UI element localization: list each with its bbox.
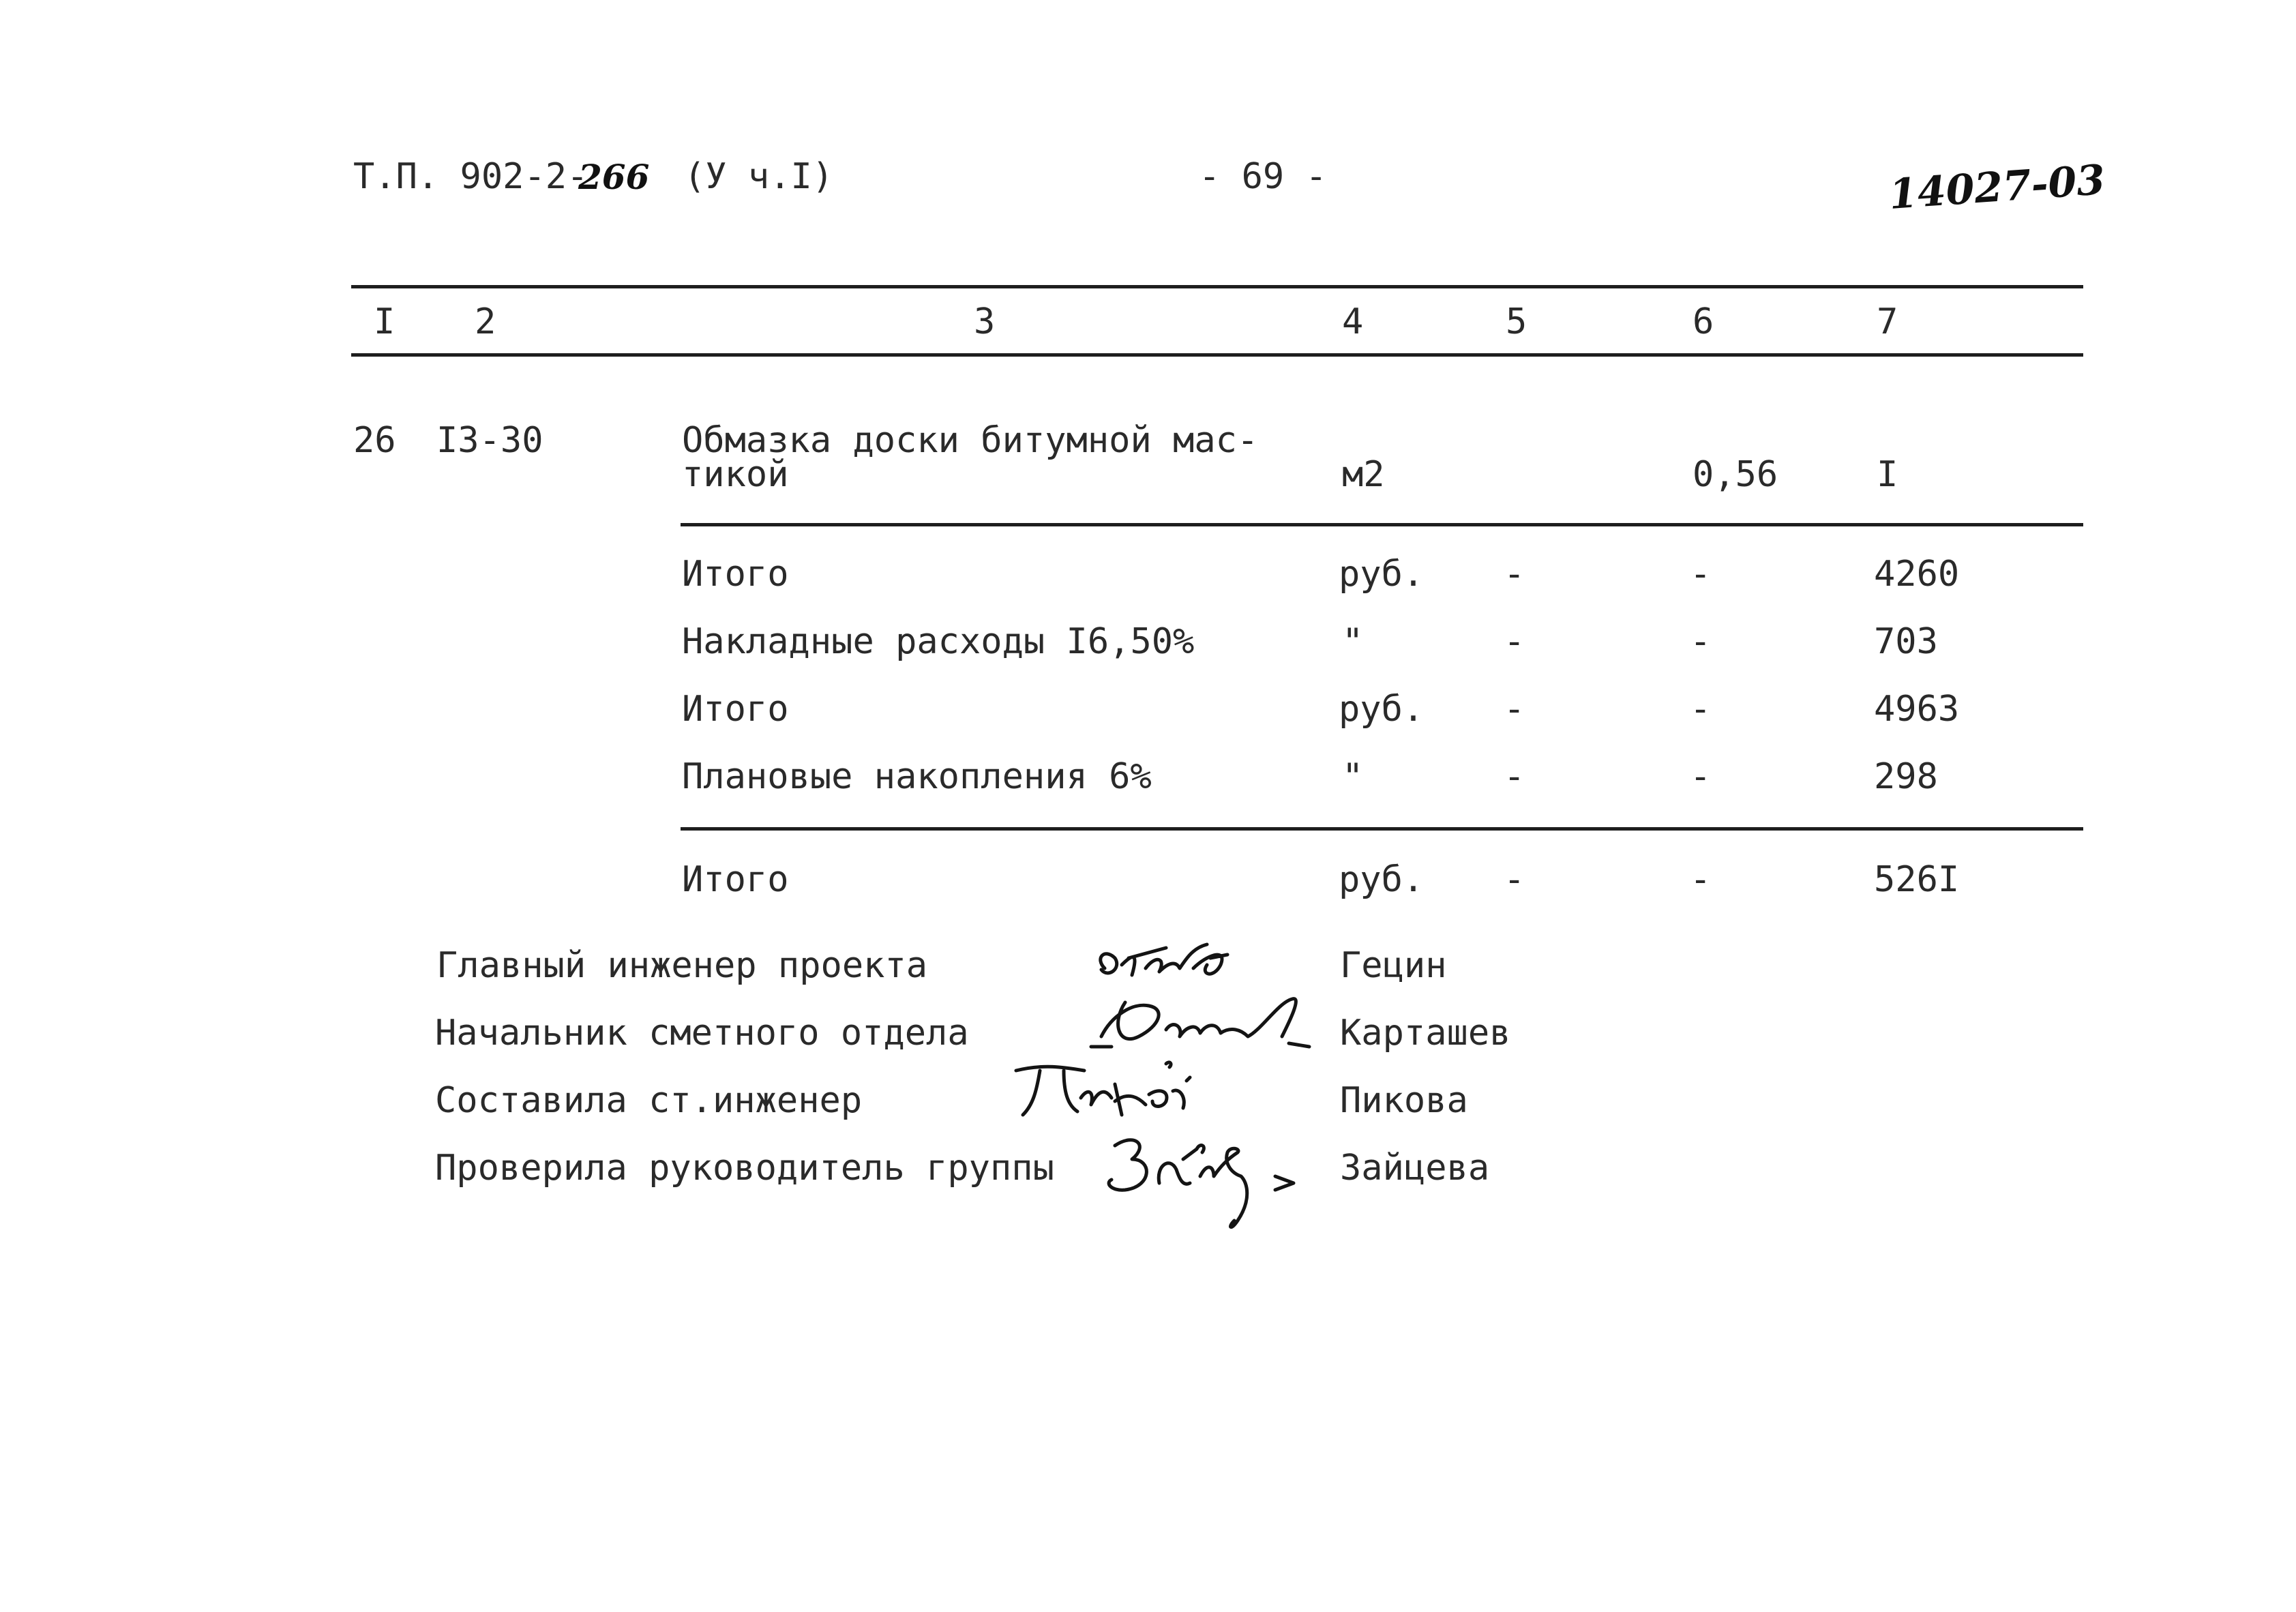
summary-col6: -	[1690, 756, 1712, 797]
signature-name: Карташев	[1340, 1013, 1511, 1054]
item-value: I	[1877, 454, 1898, 495]
item-number: 26	[353, 420, 396, 461]
item-rule	[681, 523, 2083, 526]
total-col5: -	[1504, 859, 1525, 900]
signature-name: Гецин	[1340, 945, 1447, 986]
item-code: I3-30	[436, 420, 543, 461]
summary-label: Итого	[682, 554, 789, 595]
column-header-7: 7	[1877, 301, 1898, 342]
total-rule	[681, 827, 2083, 831]
summary-col5: -	[1504, 756, 1525, 797]
item-description-line1: Обмазка доски битумной мас-	[682, 420, 1259, 461]
table-top-rule	[351, 285, 2083, 288]
item-unit: м2	[1342, 454, 1385, 495]
handwritten-signature-reviewer	[1094, 1118, 1313, 1241]
signature-role: Проверила руководитель группы	[435, 1148, 1054, 1189]
summary-label: Плановые накопления 6%	[682, 756, 1152, 797]
handwritten-signature-compiler	[1002, 1050, 1207, 1125]
doc-reference-part: (У ч.I)	[684, 156, 834, 197]
doc-reference-prefix: Т.П. 902-2-	[353, 156, 588, 197]
signature-role: Составила ст.инженер	[435, 1080, 863, 1121]
item-quantity: 0,56	[1693, 454, 1778, 495]
summary-col5: -	[1504, 554, 1525, 595]
summary-label: Накладные расходы I6,50%	[682, 621, 1195, 662]
summary-col7: 4963	[1874, 689, 1960, 730]
summary-col6: -	[1690, 689, 1712, 730]
signature-role: Главный инженер проекта	[436, 945, 928, 986]
signature-name: Зайцева	[1340, 1148, 1490, 1189]
summary-col5: -	[1504, 621, 1525, 662]
summary-col6: -	[1690, 554, 1712, 595]
table-header-rule	[351, 353, 2083, 357]
summary-unit: руб.	[1339, 554, 1425, 595]
summary-col7: 298	[1874, 756, 1938, 797]
item-description-line2: тикой	[682, 454, 789, 495]
total-unit: руб.	[1339, 859, 1425, 900]
total-col6: -	[1690, 859, 1712, 900]
page-number: - 69 -	[1199, 156, 1327, 197]
column-header-6: 6	[1693, 301, 1714, 342]
summary-col7: 703	[1874, 621, 1938, 662]
handwritten-signature-chief-engineer	[1091, 927, 1248, 996]
signature-role: Начальник сметного отдела	[435, 1013, 969, 1054]
column-header-1: I	[374, 301, 396, 342]
summary-col7: 4260	[1874, 554, 1960, 595]
summary-col5: -	[1504, 689, 1525, 730]
column-header-2: 2	[475, 301, 496, 342]
total-label: Итого	[682, 859, 789, 900]
summary-unit: "	[1342, 756, 1364, 797]
summary-unit: руб.	[1339, 689, 1425, 730]
summary-label: Итого	[682, 689, 789, 730]
column-header-3: 3	[974, 301, 996, 342]
summary-unit: "	[1342, 621, 1364, 662]
summary-col6: -	[1690, 621, 1712, 662]
column-header-4: 4	[1342, 301, 1364, 342]
signature-name: Пикова	[1340, 1080, 1468, 1121]
column-header-5: 5	[1506, 301, 1527, 342]
handwritten-stamp-number: 14027-03	[1887, 156, 2107, 219]
total-col7: 526I	[1874, 859, 1960, 900]
doc-reference-handwritten-number: 266	[578, 157, 650, 197]
